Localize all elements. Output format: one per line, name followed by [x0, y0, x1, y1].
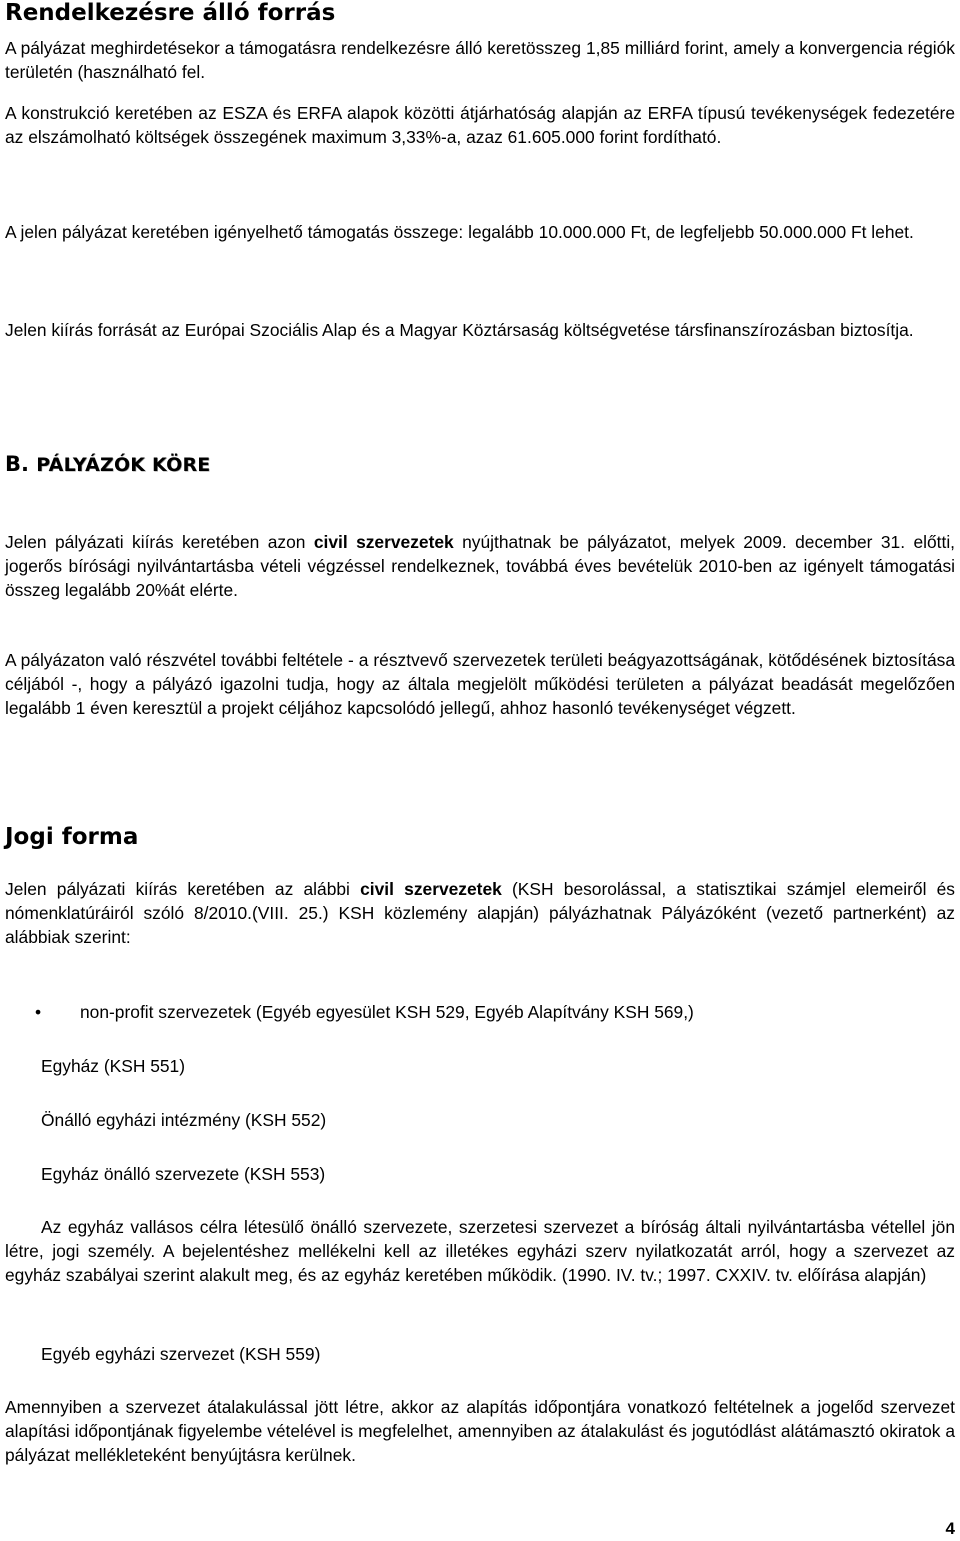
list-item-egyeb-egyhazi-szervezet: Egyéb egyházi szervezet (KSH 559)	[41, 1344, 321, 1364]
paragraph-palyazok-1	[5, 530, 955, 603]
paragraph-jogi-1	[5, 877, 955, 950]
page-number: 4	[945, 1519, 955, 1538]
paragraph-forras-4: Jelen kiírás forrását az Európai Szociális Alap és a Magyar Köztársaság költségvetése társfinanszírozásban biztosítja.	[5, 320, 914, 340]
paragraph-egyhaz-leiras	[5, 1215, 955, 1288]
text-run: Jelen pályázati kiírás keretében az alábbi	[5, 879, 361, 899]
text-run: (KSH besorolással, a statisztikai számjel elemeiről és nómenklatúráiról szóló 8/2010.(VIII. 25.) KSH közlemény alapján) pályázhatnak Pályázóként (vezető partnerként) az alábbiak szerint:	[5, 879, 955, 948]
text-run: Jelen pályázati kiírás keretében azon	[5, 532, 314, 552]
list-item-egyhaz: Egyház (KSH 551)	[41, 1056, 186, 1076]
section-title-palyazok-kore	[5, 450, 210, 479]
section-heading: PÁLYÁZÓK KÖRE	[36, 454, 211, 476]
bold-term: civil szervezetek	[313, 532, 454, 552]
paragraph-forras-1: A pályázat meghirdetésekor a támogatásra rendelkezésre álló keretösszeg 1,85 milliárd forint, amely a konvergencia régiók területén (használható fel.	[5, 38, 955, 83]
list-item-egyhaz-onallo-szervezete: Egyház önálló szervezete (KSH 553)	[41, 1164, 326, 1184]
bullet-icon: •	[35, 1002, 42, 1022]
paragraph-atalakulas: Amennyiben a szervezet átalakulással jött létre, akkor az alapítás időpontjára vonatkozó feltételnek a jogelőd szervezet alapítási időpontjának figyelembe vételével is megfelelhet, amennyiben az átalakulást és jogutódlást alátámasztó okiratok a pályázat mellékleteként benyújtásra kerülnek.	[5, 1397, 955, 1466]
section-prefix: B.	[5, 452, 29, 476]
list-item-text: non-profit szervezetek (Egyéb egyesület KSH 529, Egyéb Alapítvány KSH 569,)	[80, 1002, 694, 1022]
list-item-onallo-egyhazi-intezmeny: Önálló egyházi intézmény (KSH 552)	[41, 1110, 327, 1130]
paragraph-forras-3: A jelen pályázat keretében igényelhető támogatás összege: legalább 10.000.000 Ft, de legfeljebb 50.000.000 Ft lehet.	[5, 222, 914, 242]
bold-term: civil szervezetek	[360, 879, 502, 899]
text-run: nyújthatnak be pályázatot, melyek 2009. december 31. előtti, jogerős bírósági nyilvántartásba vételi végzéssel rendelkeznek, továbbá éves bevételük 2010-ben az igényelt támogatási összeg legalább 20%át elérte.	[5, 532, 956, 601]
paragraph-forras-2: A konstrukció keretében az ESZA és ERFA alapok közötti átjárhatóság alapján az ERFA típusú tevékenységek fedezetére az elszámolható költségek összegének maximum 3,33%-a, azaz 61.605.000 forint fordítható.	[5, 103, 955, 148]
paragraph-palyazok-2: A pályázaton való részvétel további feltétele - a résztvevő szervezetek területi beágyazottságának, kötődésének biztosítása céljából -, hogy a pályázó igazolni tudja, hogy az általa megjelölt működési területen a pályázat beadását megelőzően legalább 1 éven keresztül a projekt céljához kapcsolódó jellegű, ahhoz hasonló tevékenységet végzett.	[5, 650, 955, 719]
text-run: Az egyház vallásos célra létesülő önálló szervezete, szerzetesi szervezet a bíróság általi nyilvántartásba vétellel jön létre, jogi személy. A bejelentéshez mellékelni kell az illetékes egyházi szerv nyilatkozatát arról, hogy a szervezet az egyház szabályai szerint alakult meg, és az egyház keretében működik. (1990. IV. tv.; 1997. CXXIV. tv. előírása alapján)	[5, 1217, 955, 1286]
section-title-forras: Rendelkezésre álló forrás	[5, 0, 336, 26]
section-title-jogi-forma: Jogi forma	[5, 824, 139, 850]
